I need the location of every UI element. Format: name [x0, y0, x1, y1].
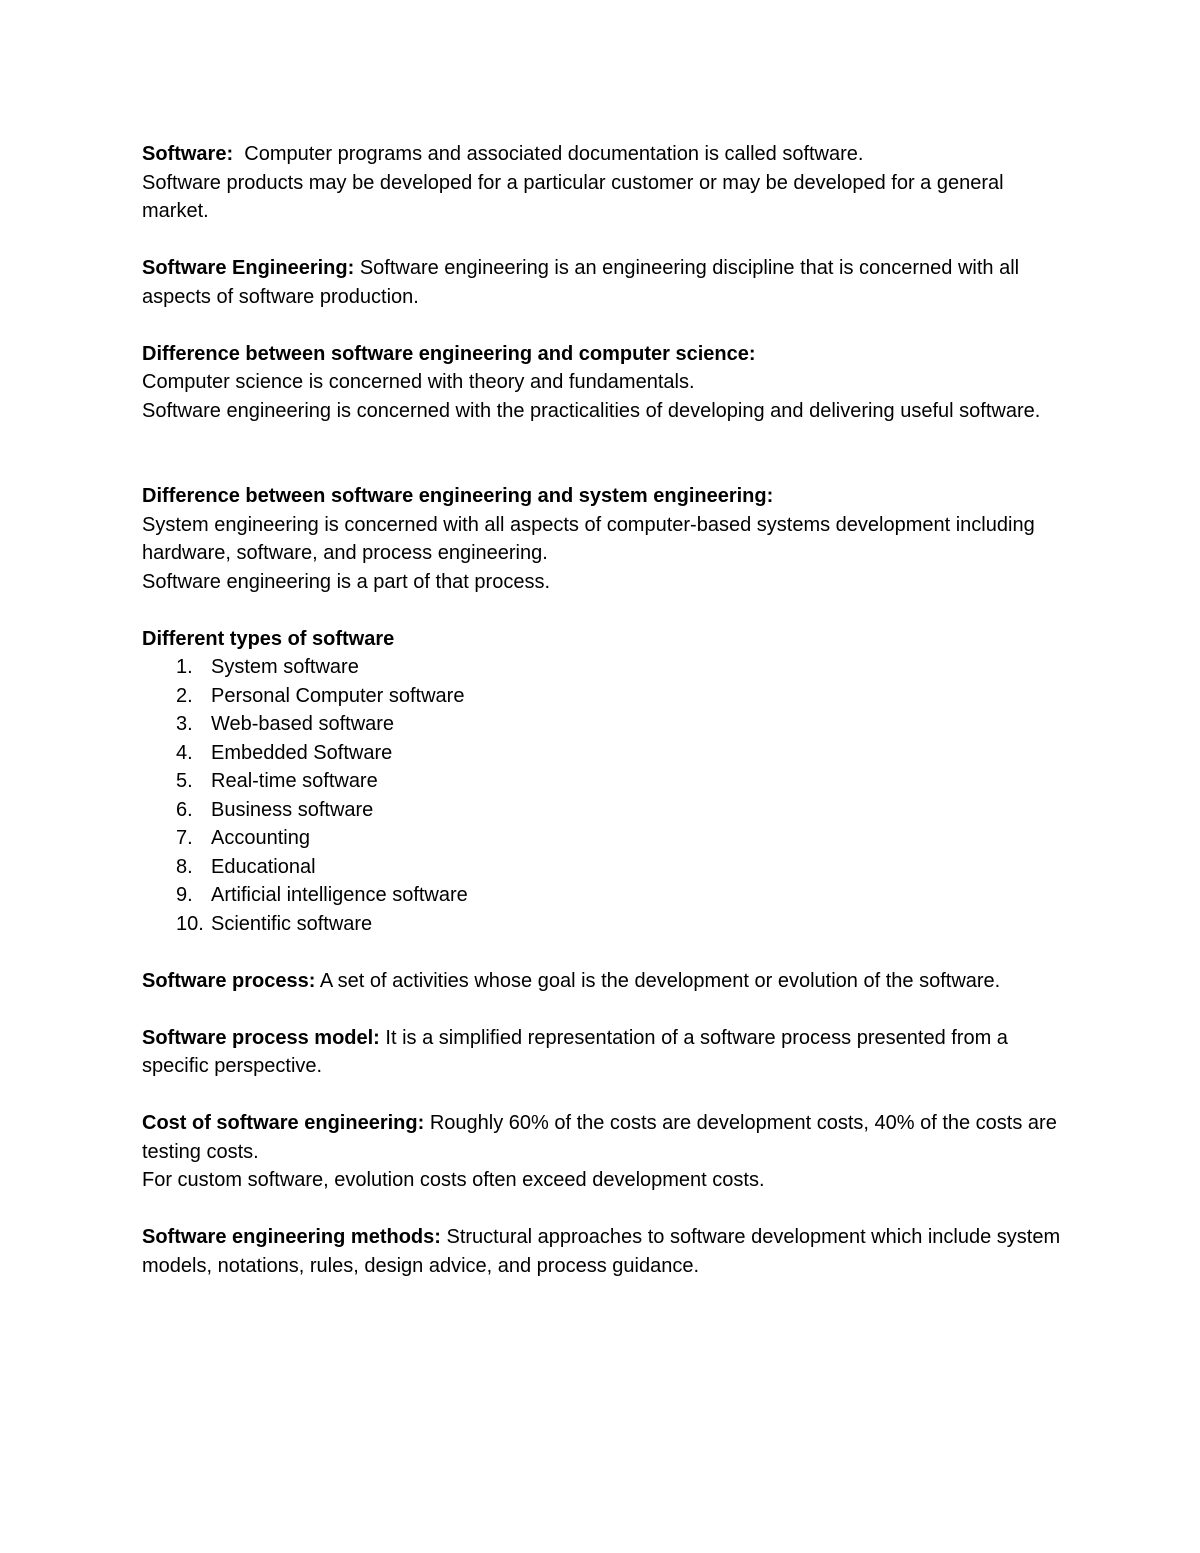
diff-cs-heading-text: Difference between software engineering and computer science: [142, 342, 756, 365]
software-engineering-definition [142, 254, 1072, 311]
methods-definition-text: Structural approaches to software development which include system models, notations, rules, design advice, and process guidance. [142, 1226, 1061, 1277]
list-item-label: Educational [211, 855, 316, 878]
list-number: 8. [176, 855, 193, 878]
list-item [142, 653, 1072, 682]
list-item-label: Web-based software [211, 713, 395, 735]
types-heading [142, 625, 1072, 654]
cost-term: Cost of software engineering: [142, 1112, 425, 1134]
document-page [142, 140, 1072, 1280]
diff-sys-heading [142, 482, 1072, 511]
software-term: Software: [142, 143, 234, 165]
list-item [142, 881, 1072, 910]
diff-cs-line2: Software engineering is concerned with the practicalities of developing and delivering useful software. [142, 399, 1041, 422]
cost-definition-text: Roughly 60% of the costs are development costs, 40% of the costs are testing costs. [142, 1112, 1057, 1163]
list-item [142, 824, 1072, 853]
list-item-label: System software [211, 656, 359, 678]
list-item [142, 739, 1072, 768]
list-number: 2. [176, 684, 193, 707]
list-number: 10. [176, 912, 204, 935]
list-item [142, 682, 1072, 711]
list-item-label: Personal Computer software [211, 684, 465, 707]
methods-definition [142, 1223, 1072, 1280]
list-number: 1. [176, 656, 193, 678]
diff-cs-heading [142, 340, 1072, 369]
list-number: 6. [176, 798, 193, 821]
list-number: 4. [176, 741, 193, 764]
methods-term: Software engineering methods: [142, 1226, 441, 1248]
process-definition-text: A set of activities whose goal is the development or evolution of the software. [319, 969, 1001, 992]
list-item [142, 767, 1072, 796]
list-item [142, 796, 1072, 825]
list-item-label: Artificial intelligence software [211, 884, 468, 906]
process-model-term: Software process model: [142, 1026, 380, 1049]
process-term: Software process: [142, 969, 316, 992]
software-engineering-term: Software Engineering: [142, 257, 355, 279]
software-types-list [142, 653, 1072, 938]
list-item [142, 910, 1072, 939]
diff-sys-heading-text: Difference between software engineering and system engineering: [142, 485, 774, 507]
list-number: 5. [176, 770, 193, 792]
software-definition-text: Computer programs and associated documentation is called software. [244, 143, 864, 165]
software-definition [142, 140, 1072, 169]
cost-note: For custom software, evolution costs often exceed development costs. [142, 1169, 765, 1191]
list-item-label: Scientific software [211, 912, 373, 935]
list-item [142, 710, 1072, 739]
list-number: 9. [176, 884, 193, 906]
list-number: 7. [176, 827, 193, 849]
process-definition [142, 967, 1072, 996]
process-model-definition-text: It is a simplified representation of a software process presented from a specific perspective. [142, 1026, 1008, 1077]
types-heading-text: Different types of software [142, 627, 395, 650]
list-number: 3. [176, 713, 193, 735]
list-item-label: Accounting [211, 827, 310, 849]
software-engineering-definition-text: Software engineering is an engineering discipline that is concerned with all aspects of software production. [142, 257, 1020, 308]
cost-definition [142, 1109, 1072, 1166]
list-item-label: Real-time software [211, 770, 378, 792]
process-model-definition [142, 1024, 1072, 1081]
list-item-label: Business software [211, 798, 374, 821]
list-item-label: Embedded Software [211, 741, 393, 764]
diff-sys-line2: Software engineering is a part of that process. [142, 570, 551, 593]
diff-sys-line1: System engineering is concerned with all aspects of computer-based systems development including hardware, software, and process engineering. [142, 513, 1035, 564]
list-item [142, 853, 1072, 882]
software-note: Software products may be developed for a particular customer or may be developed for a general market. [142, 171, 1004, 222]
diff-cs-line1: Computer science is concerned with theory and fundamentals. [142, 371, 695, 393]
